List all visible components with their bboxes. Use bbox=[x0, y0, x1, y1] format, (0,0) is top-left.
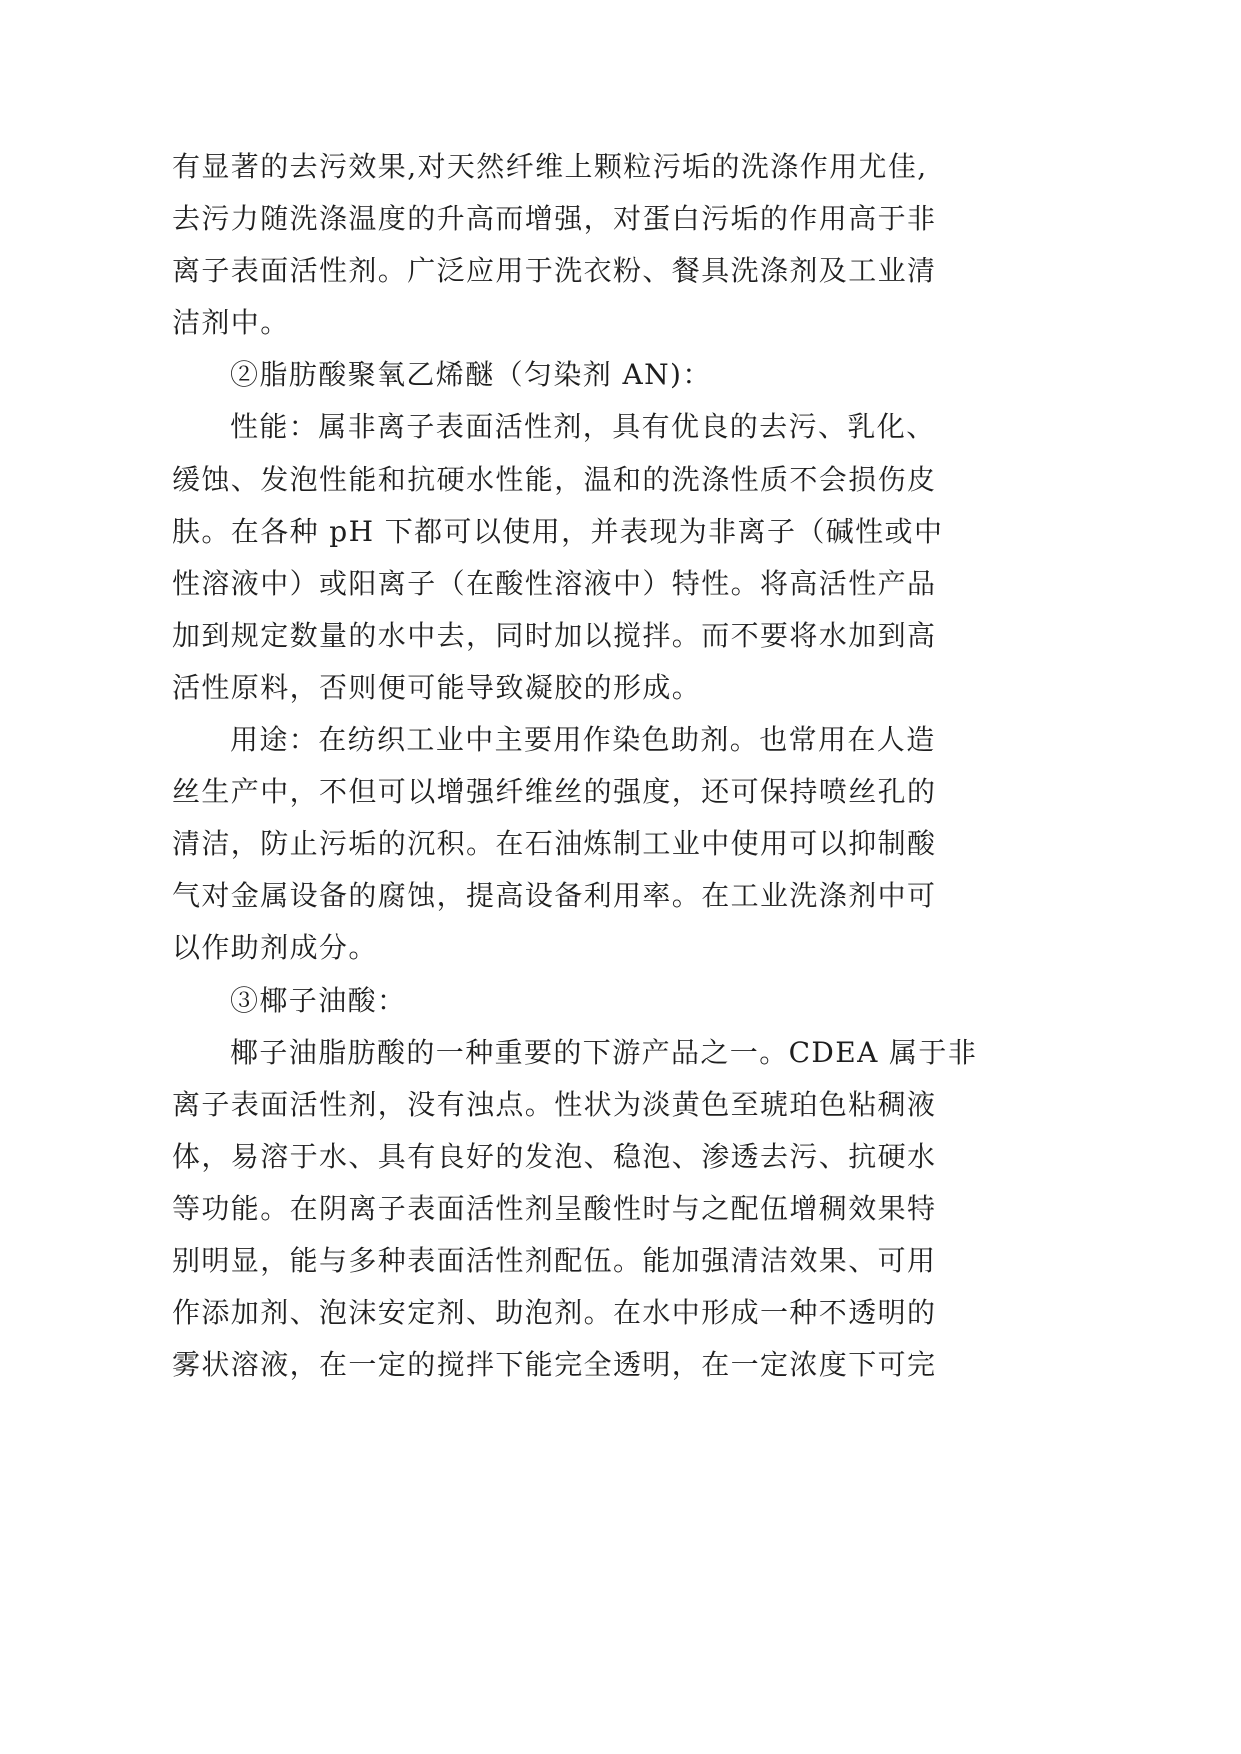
text-line: 肤。在各种 pH 下都可以使用，并表现为非离子（碱性或中 bbox=[172, 514, 944, 548]
section-heading: ②脂肪酸聚氧乙烯醚（匀染剂 AN)： bbox=[230, 358, 712, 392]
section-heading-coconut bbox=[172, 975, 992, 1027]
text-line: 椰子油脂肪酸的一种重要的下游产品之一。CDEA 属于非 bbox=[230, 1035, 978, 1069]
text-line: 丝生产中，不但可以增强纤维丝的强度，还可保持喷丝孔的 bbox=[172, 775, 937, 809]
text-line: 离子表面活性剂，没有浊点。性状为淡黄色至琥珀色粘稠液 bbox=[172, 1087, 937, 1121]
text-line: 作添加剂、泡沫安定剂、助泡剂。在水中形成一种不透明的 bbox=[172, 1296, 937, 1330]
text-line: 别明显，能与多种表面活性剂配伍。能加强清洁效果、可用 bbox=[172, 1243, 937, 1277]
paragraph-performance bbox=[172, 401, 992, 714]
paragraph-usage bbox=[172, 714, 992, 974]
section-heading-an bbox=[172, 349, 992, 401]
text-line: 清洁，防止污垢的沉积。在石油炼制工业中使用可以抑制酸 bbox=[172, 827, 937, 861]
text-line: 等功能。在阴离子表面活性剂呈酸性时与之配伍增稠效果特 bbox=[172, 1191, 937, 1225]
text-line: 性能：属非离子表面活性剂，具有优良的去污、乳化、 bbox=[230, 410, 936, 444]
text-line: 以作助剂成分。 bbox=[172, 931, 378, 965]
text-line: 加到规定数量的水中去，同时加以搅拌。而不要将水加到高 bbox=[172, 618, 937, 652]
text-line: 有显著的去污效果,对天然纤维上颗粒污垢的洗涤作用尤佳, bbox=[172, 150, 928, 183]
paragraph-cdea bbox=[172, 1027, 992, 1392]
text-line: 性溶液中）或阳离子（在酸性溶液中）特性。将高活性产品 bbox=[172, 566, 937, 600]
text-line: 洁剂中。 bbox=[172, 306, 290, 340]
paragraph-continuation bbox=[172, 141, 992, 349]
section-heading: ③椰子油酸： bbox=[230, 983, 407, 1017]
text-line: 用途：在纺织工业中主要用作染色助剂。也常用在人造 bbox=[230, 723, 936, 757]
text-line: 离子表面活性剂。广泛应用于洗衣粉、餐具洗涤剂及工业清 bbox=[172, 254, 937, 288]
text-line: 去污力随洗涤温度的升高而增强，对蛋白污垢的作用高于非 bbox=[172, 202, 937, 236]
text-line: 活性原料，否则便可能导致凝胶的形成。 bbox=[172, 670, 702, 704]
document-body bbox=[172, 141, 992, 1391]
text-line: 缓蚀、发泡性能和抗硬水性能，温和的洗涤性质不会损伤皮 bbox=[172, 462, 937, 496]
text-line: 雾状溶液，在一定的搅拌下能完全透明，在一定浓度下可完 bbox=[172, 1348, 937, 1382]
text-line: 气对金属设备的腐蚀，提高设备利用率。在工业洗涤剂中可 bbox=[172, 879, 937, 913]
text-line: 体，易溶于水、具有良好的发泡、稳泡、渗透去污、抗硬水 bbox=[172, 1139, 937, 1173]
